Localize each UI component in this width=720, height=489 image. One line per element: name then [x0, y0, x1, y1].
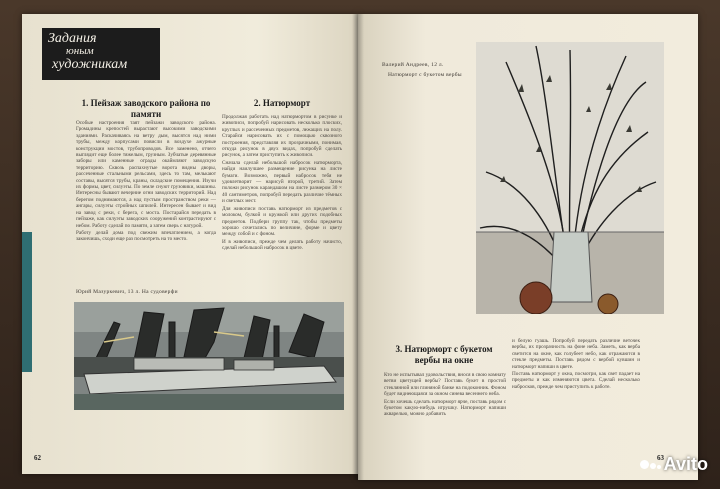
column-3: [384, 372, 506, 452]
header-line-1: Задания: [48, 31, 97, 46]
column-2: [222, 114, 342, 280]
avito-watermark-text: Avito: [663, 454, 708, 474]
willow-still-life-art: [476, 42, 664, 314]
painting-caption-title: Натюрморт с букетом вербы: [388, 72, 462, 78]
column-2-paragraph-1: Продолжая работать над натюрмортом в рисунке и живописи, попробуй нарисовать несколько плоских, круглых и рассеченных предметов, лежащих на полу. Старайся нарисовать их с помощью сквозного построения, представляя их прозрачными, понимая, откуда рисунок в двух видах, попробуй сделать рисунок, а затем приступить к живописи.: [222, 114, 342, 159]
column-4-paragraph-1: и белую гуашь. Попробуй передать различие веточек вербы, их прозрачность на фоне неба. Заметь, как верба светится на окне, как голубеет небо, как отражаются в стекле предметы. Поставь рядом с вербой кувшин и натюрморт напиши в цвете.: [512, 338, 640, 370]
page-edge-strip: [22, 232, 32, 372]
column-4: [512, 338, 640, 452]
column-2-paragraph-3: Для живописи поставь натюрморт из предметов с молоком, булкой и кружкой или других подобных предметов. Подбери группу так, чтобы предметы хорошо сочетались по величине, форме и цвету между собой и с фоном.: [222, 205, 342, 238]
willow-still-life-painting: [476, 42, 664, 314]
section-header: [42, 28, 160, 80]
avito-watermark: [640, 454, 708, 475]
column-2-paragraph-4: И в живописи, прежде чем делать работу начисто, сделай небольшой набросок в цвете.: [222, 238, 342, 252]
photo-caption: Юрий Мазуркевич, 13 л. На судоверфи: [76, 289, 178, 295]
column-3-paragraph-2: Если хочешь сделать натюрморт ярче, поставь рядом с букетом какую-нибудь игрушку. Натюрморт напиши акварелью, можно добавить: [384, 398, 506, 418]
shipyard-painting-art: [74, 302, 344, 410]
column-1: [76, 120, 216, 280]
column-4-paragraph-2: Поставь натюрморт у окна, посмотри, как свет падает на предметы и как изменяются цвета. Сделай несколько набросков, прежде чем приступить к работе.: [512, 371, 640, 390]
column-1-paragraph-1: Особые настроения таят пейзажи заводского района. Громадины крепостей вырастают высокими заводскими зданиями. Раскачиваясь на ветру дым, высятся над ними трубы, между корпусами повисли в воздухе ажурные конструкции мостов, трубопроводов. Все заменено, отчего выглядит еще более тяжелым, грузным. Зубчатые деревянные заборы или каменные ограды окаймляют заводскую территорию. Сквозь распахнутые ворота видны дворы, рассеченные стальными рельсами, здесь то там, мелькают составы, высятся трубы, краны, складские помещения. Изучи их формы, цвет, силуэты. По земле снуют грузовики, машины. Интересны бывают вечерние огни заводских территорий. Над берегом поднимаются, а над пустым пространством реки — ангары, силуэты стройных шпилей. Интересен бывает и вид на завод с реки, с берега, с моста. Постарайся передать в пейзаже, как силуэты заводских сооружений контрастируют с небом. Работу сделай по памяти, а затем сверь с натурой.: [76, 120, 216, 229]
header-line-2: юным: [66, 45, 94, 57]
book-spine: [352, 14, 364, 480]
painting-caption-author: Валерий Андреев, 12 л.: [382, 62, 444, 68]
heading-willow-still-life: 3. Натюрморт с букетом вербы на окне: [395, 344, 493, 365]
heading-landscape: 1. Пейзаж заводского района по памяти: [81, 98, 211, 119]
avito-logo-icon: [640, 460, 661, 469]
heading-still-life: 2. Натюрморт: [253, 98, 311, 108]
column-1-paragraph-2: Работу делай дома под свежим впечатлением, а когда закончишь, сходи еще раз посмотреть на то место.: [76, 229, 216, 243]
column-2-paragraph-2: Сначала сделай небольшой набросок натюрморта, найди наилучшее размещение рисунка на листе бумаги. Возможно, первый набросок тебя не удовлетворит — нарисуй второй, третий. Затем положи рисунок карандашом на листе размером 30 × 40 сантиметров, попробуй передать различие тёмных и светлых мест.: [222, 159, 342, 205]
header-line-3: художникам: [52, 57, 128, 72]
shipyard-painting: [74, 302, 344, 410]
page-number-right: 63: [657, 454, 664, 462]
page-number-left: 62: [34, 454, 41, 462]
column-3-paragraph-1: Кто не испытывал удовольствия, внося в свою комнату ветви цветущей вербы? Поставь букет в простой стеклянной или глиняной банке на подоконник. Фоном будет виднеющаяся за окном синева весеннего неба.: [384, 372, 506, 398]
